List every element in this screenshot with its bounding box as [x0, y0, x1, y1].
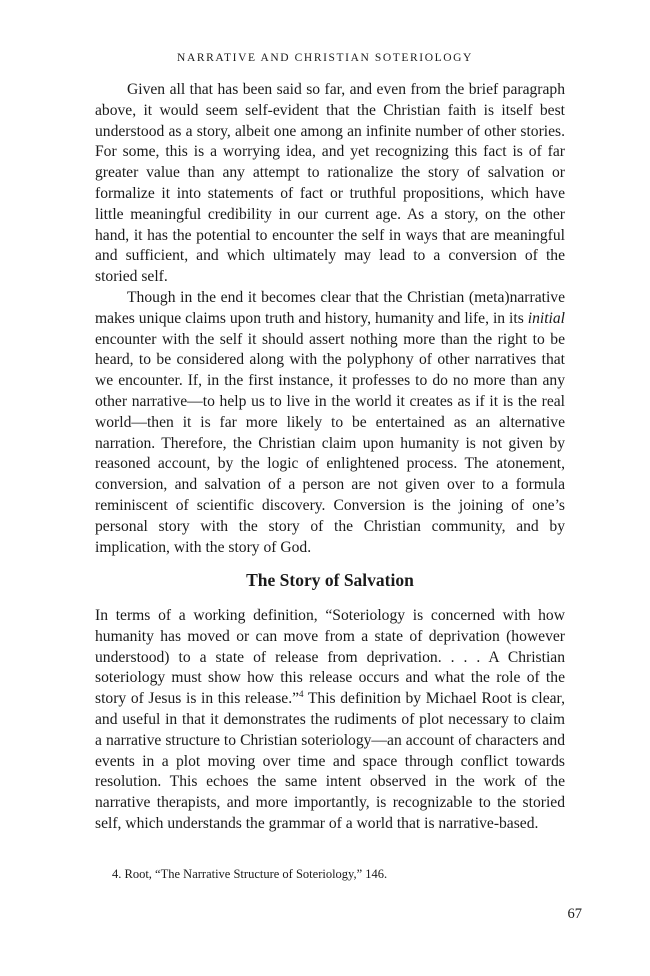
section-paragraph-part-a: In terms of a working definition, “Soteriology is concerned with how humanity has moved or can move from a state of deprivation (however understood) to a state of release from deprivation. . . . A Christian soteriology must show how this release occurs and what the role of the story of Jesus is in this release.” [95, 607, 565, 708]
paragraph-2 [95, 288, 565, 558]
section-paragraph-1 [95, 606, 565, 835]
section-text [95, 606, 565, 835]
footnote: 4. Root, “The Narrative Structure of Soteriology,” 146. [112, 867, 388, 881]
section-heading: The Story of Salvation [246, 570, 414, 590]
paragraph-2-part-a: Though in the end it becomes clear that the Christian (meta)narrative makes unique claims upon truth and history, humanity and life, in its [95, 288, 565, 327]
main-text [95, 80, 565, 558]
footnote-reference[interactable]: 4 [299, 689, 304, 699]
page-number: 67 [567, 906, 582, 922]
section-paragraph-part-b: This definition by Michael Root is clear, and useful in that it demonstrates the rudiments of plot necessary to claim a narrative structure to Christian soteriology—an account of characters and events in a plot moving over time and space through conflict towards resolution. This echoes the same intent observed in the work of the narrative therapists, and more importantly, is recognizable to the storied self, which understands the grammar of a world that is narrative-based. [95, 690, 565, 832]
emphasis-initial: initial [527, 309, 565, 327]
paragraph-2-part-b: encounter with the self it should assert nothing more than the right to be heard, to be considered along with the polyphony of other narratives that we encounter. If, in the first instance, it professes to do no more than any other narrative—to help us to live in the world it creates as if it is the real world—then it is far more likely to be entertained as an alternative narration. Therefore, the Christian claim upon humanity is not given by reasoned account, by the logic of enlightened process. The atonement, conversion, and salvation of a person are not given over to a formula reminiscent of scientific discovery. Conversion is the joining of one’s personal story with the story of the Christian community, and by implication, with the story of God. [95, 330, 565, 556]
paragraph-1: Given all that has been said so far, and even from the brief paragraph above, it would seem self-evident that the Christian faith is itself best understood as a story, albeit one among an infinite number of other stories. For some, this is a worrying idea, and yet recognizing this fact is of far greater value than any attempt to rationalize the story of salvation or formalize it into statements of fact or truthful propositions, which have little meaningful credibility in our current age. As a story, on the other hand, it has the potential to encounter the self in ways that are meaningful and sufficient, and which ultimately may lead to a conversion of the storied self. [95, 81, 565, 286]
running-head: NARRATIVE AND CHRISTIAN SOTERIOLOGY [177, 52, 473, 64]
